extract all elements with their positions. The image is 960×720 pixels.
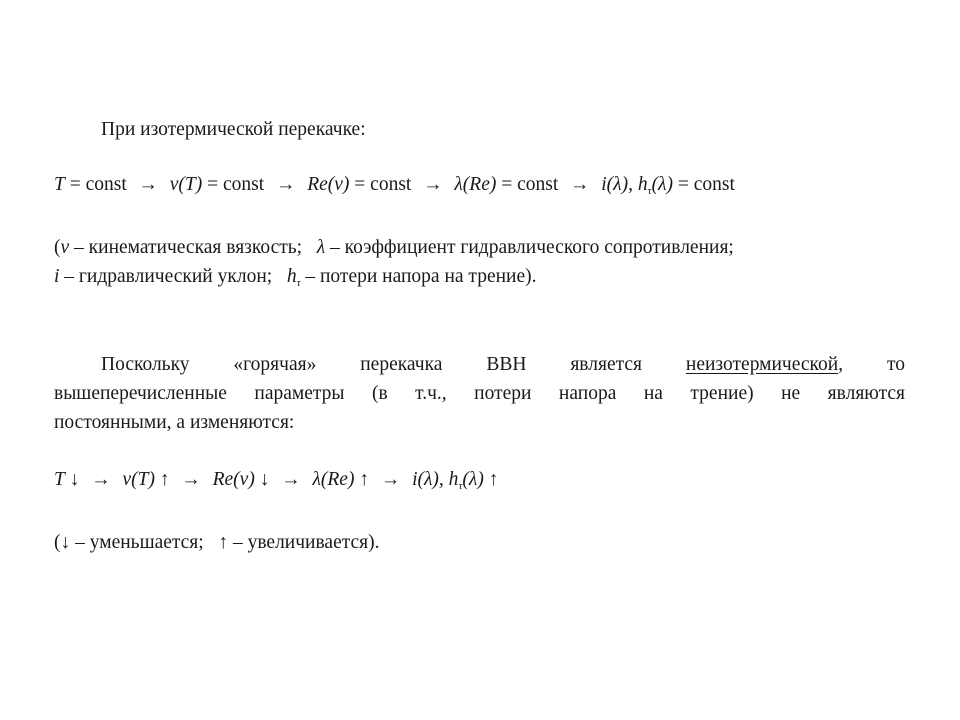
up-arrow-icon: ↑ [359,469,370,490]
down-arrow-icon: ↓ [60,532,71,553]
down-arrow-icon: ↓ [259,469,270,490]
para-line2-text: вышеперечисленные параметры (в т.ч., потери напора на трение) не являются [54,383,905,404]
formula-const-4: = const [496,174,559,195]
legend-h-desc: – потери напора на трение). [300,266,537,287]
formula-h-subscript: τ [647,185,652,197]
isothermal-legend-line1 [54,238,734,258]
nonisothermal-formula [54,470,498,492]
formula-const-3: = const [349,174,412,195]
formula-h: h [637,174,648,195]
formula-T: T [54,174,65,195]
arrow-icon: → [91,469,111,490]
nonisothermal-para-line3: постоянными, а изменяются: [54,412,295,433]
nf-i-lambda-h: i(λ), h [412,469,459,490]
legend-h-symbol: h [286,266,297,287]
up-arrow-icon: ↑ [218,532,229,553]
para-underlined-word: неизотермической [685,354,839,375]
legend-h-subscript: τ [296,277,301,289]
legend-i-symbol: i [54,266,60,287]
arrow-icon: → [380,469,401,490]
formula-const-1: = const [64,174,127,195]
arrow-icon: → [423,174,443,195]
nl-open-paren: ( [54,532,61,553]
arrow-icon: → [181,469,201,490]
down-arrow-icon: ↓ [69,469,80,490]
formula-const-2: = const [202,174,265,195]
isothermal-heading: При изотермической перекачке: [101,119,366,140]
legend-v-symbol: v [60,237,70,258]
nonisothermal-para-line2 [54,384,905,404]
para-line1-tail: , то [838,354,905,375]
para-line1-text: Поскольку «горячая» перекачка ВВН является [101,354,642,375]
legend-i-desc: – гидравлический уклон; [59,266,273,287]
legend-v-desc: – кинематическая вязкость; [69,237,303,258]
up-arrow-icon: ↑ [159,469,170,490]
arrow-icon: → [570,174,590,195]
isothermal-formula [54,175,735,197]
legend-lambda-symbol: λ [316,237,326,258]
arrow-icon: → [275,174,296,195]
legend-open-paren: ( [54,237,61,258]
formula-h-arg: (λ) [651,174,673,195]
nf-lambda-of-Re: λ(Re) [312,469,355,490]
formula-const-5: = const [673,174,735,195]
arrow-icon: → [281,469,301,490]
nl-down-desc: – уменьшается; [70,532,204,553]
formula-Re-of-v: Re(v) [307,174,350,195]
nf-v-of-T: v(T) [122,469,155,490]
isothermal-legend-line2 [54,267,537,289]
up-arrow-icon: ↑ [488,469,499,490]
formula-i-of-lambda: i(λ), [601,174,633,195]
nf-h-subscript: τ [458,480,463,492]
nf-Re-of-v: Re(v) [212,469,255,490]
nl-up-desc: – увеличивается). [228,532,380,553]
nonisothermal-legend [54,533,380,553]
formula-lambda-of-Re: λ(Re) [454,174,497,195]
formula-v-of-T: v(T) [169,174,203,195]
nonisothermal-para-line1 [54,355,905,375]
legend-lambda-desc: – коэффициент гидравлического сопротивления; [325,237,734,258]
arrow-icon: → [138,174,159,195]
nf-h-arg: (λ) [462,469,484,490]
nf-T: T [54,469,65,490]
